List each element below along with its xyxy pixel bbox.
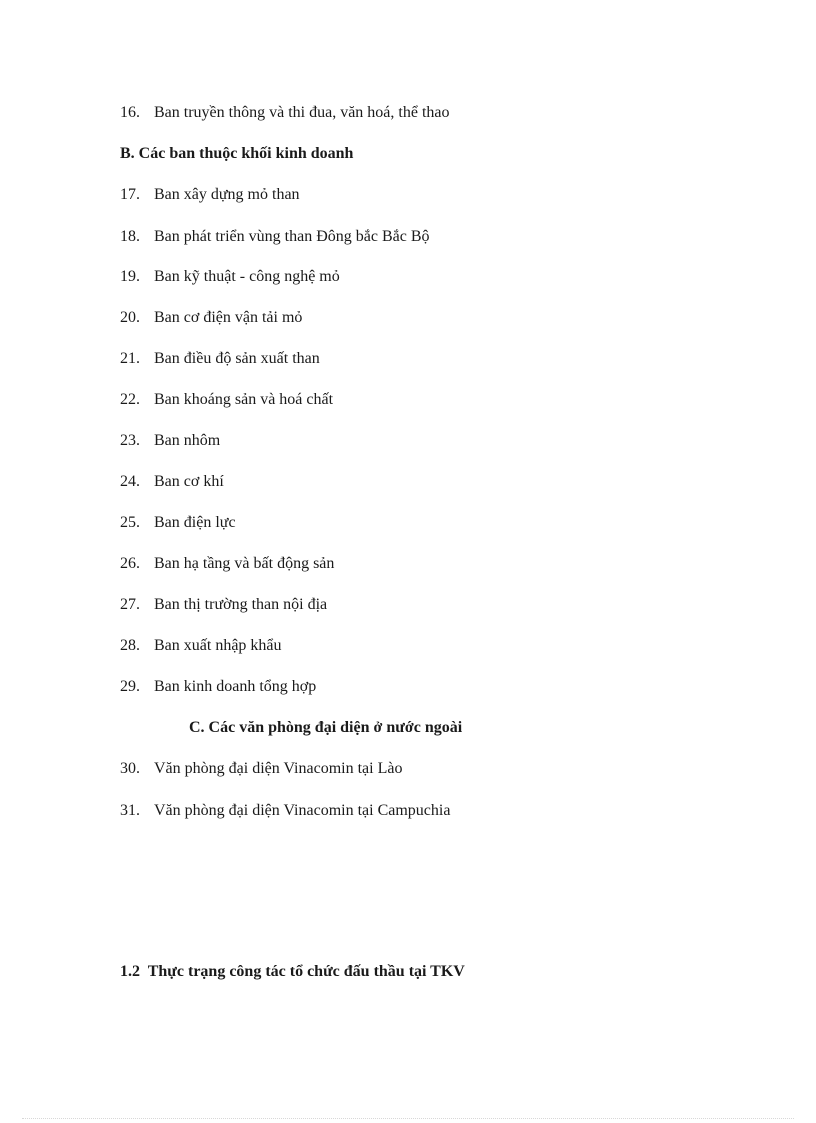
list-item-number: 24. — [120, 473, 140, 490]
page-bottom-divider — [22, 1118, 794, 1119]
list-item — [120, 759, 402, 779]
list-item-text: Ban phát triển vùng than Đông bắc Bắc Bộ — [154, 228, 430, 245]
list-item-number: 21. — [120, 350, 140, 367]
list-item-text: Ban thị trường than nội địa — [154, 596, 328, 613]
list-item-number: 16. — [120, 104, 140, 121]
list-item-text: Ban xuất nhập khẩu — [154, 637, 282, 654]
list-item-text: Ban truyền thông và thi đua, văn hoá, thể thao — [154, 104, 450, 121]
list-item-text: Ban hạ tầng và bất động sản — [154, 555, 335, 572]
list-item-text: Ban cơ khí — [154, 473, 224, 490]
list-item-number: 17. — [120, 186, 140, 203]
list-item-text: Ban kinh doanh tổng hợp — [154, 678, 317, 695]
list-item-number: 25. — [120, 514, 140, 531]
list-item — [120, 185, 300, 205]
list-item-text: Văn phòng đại diện Vinacomin tại Campuchia — [154, 802, 451, 819]
list-item-number: 19. — [120, 268, 140, 285]
section-heading-1-2: 1.2 Thực trạng công tác tổ chức đấu thầu tại TKV — [120, 963, 465, 980]
list-item — [120, 554, 334, 574]
section-heading-c: C. Các văn phòng đại diện ở nước ngoài — [189, 719, 463, 736]
list-item-text: Ban cơ điện vận tải mỏ — [154, 309, 303, 326]
list-item — [120, 636, 282, 656]
list-item — [120, 472, 224, 492]
list-item-text: Ban điện lực — [154, 514, 236, 531]
list-item-number: 29. — [120, 678, 140, 695]
list-item — [120, 267, 340, 287]
list-item-number: 27. — [120, 596, 140, 613]
list-item-number: 31. — [120, 802, 140, 819]
list-item-number: 23. — [120, 432, 140, 449]
list-item — [120, 103, 449, 123]
list-item-number: 28. — [120, 637, 140, 654]
list-item-text: Văn phòng đại diện Vinacomin tại Lào — [154, 760, 403, 777]
list-item — [120, 513, 236, 533]
list-item — [120, 677, 316, 697]
list-item-number: 26. — [120, 555, 140, 572]
list-item — [120, 431, 220, 451]
list-item-number: 30. — [120, 760, 140, 777]
list-item-number: 22. — [120, 391, 140, 408]
list-item — [120, 308, 302, 328]
list-item — [120, 801, 450, 821]
list-item — [120, 349, 320, 369]
list-item — [120, 595, 327, 615]
list-item — [120, 227, 430, 247]
list-item-number: 18. — [120, 228, 140, 245]
list-item-text: Ban xây dựng mỏ than — [154, 186, 300, 203]
list-item-text: Ban điều độ sản xuất than — [154, 350, 320, 367]
section-heading-b: B. Các ban thuộc khối kinh doanh — [120, 145, 354, 162]
list-item — [120, 390, 333, 410]
list-item-number: 20. — [120, 309, 140, 326]
list-item-text: Ban nhôm — [154, 432, 221, 449]
list-item-text: Ban khoáng sản và hoá chất — [154, 391, 334, 408]
list-item-text: Ban kỹ thuật - công nghệ mỏ — [154, 268, 340, 285]
